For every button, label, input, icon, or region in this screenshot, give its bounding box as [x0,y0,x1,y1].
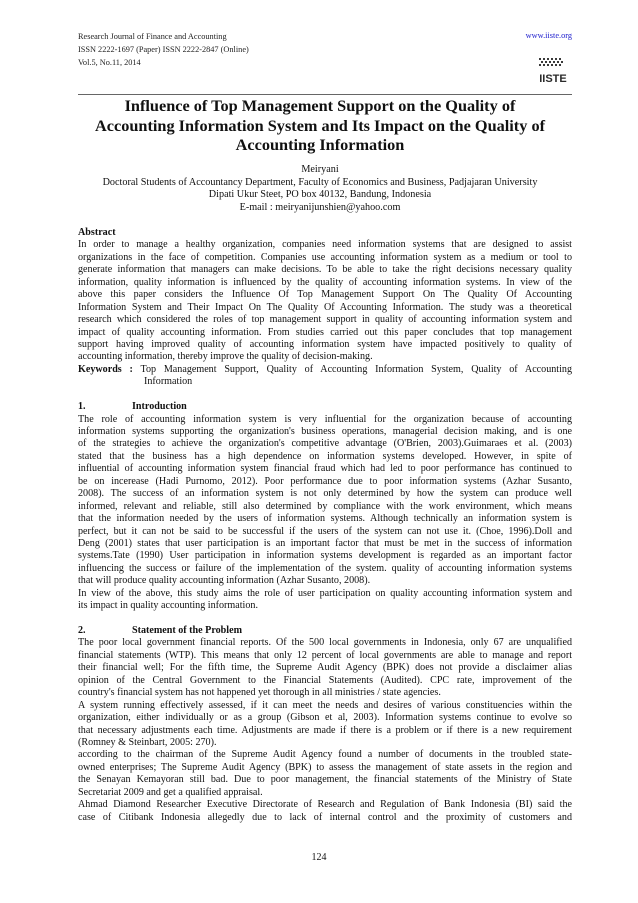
section-1-line: of the strategies to achieve the organization's competitive advantage (O'Brien, 2003).Guimaraes et al. (2003) [78,438,572,450]
logo-text: IISTE [539,73,567,85]
section-1-line: that the information needed by the users of information systems. Although technically an information system is [78,513,572,525]
section-1-heading [78,401,572,413]
section-1-line: influencing the success or failure of the implementation of the system. quality of accounting information systems [78,562,572,574]
page-number: 124 [311,852,327,863]
section-1-line: The role of accounting information system is very influential for the organization because of accounting [78,413,572,425]
section-2-line: A system running effectively assessed, if it can meet the needs and desires of various constituencies within the [78,699,572,711]
paper-title [70,96,570,155]
issn: ISSN 2222-1697 (Paper) ISSN 2222-2847 (Online) [78,45,249,54]
section-2-line: according to the chairman of the Supreme Audit Agency found a number of documents in the troubled state- [78,749,572,761]
section-1-line: its impact in quality accounting information. [78,600,258,612]
section-2-line: case of Citibank Indonesia allegedly due to lack of internal control and the proximity of customers and [78,811,572,823]
section-1-line: stated that the business has a high dependence on information systems developed. However, in spite of [78,450,572,462]
abstract-line: research which considered the roles of top management support in quality of accounting information system and [78,314,572,326]
section-2-line: their financial well; For the fifth time, the Supreme Audit Agency (BPK) does not provide a disclaimer alias [78,662,572,674]
section-2-line: that necessary adjustments each time. Adjustments are made if there is a problem or if there is a new requirement [78,724,572,736]
section-2-heading [78,625,572,637]
section-1-line: 2008). The success of an information system is not only determined by how the system can produce well [78,488,572,500]
journal-name: Research Journal of Finance and Accounting [78,32,227,41]
author-address: Dipati Ukur Steet, PO box 40132, Bandung, Indonesia [208,189,432,201]
author-affiliation: Doctoral Students of Accountancy Department, Faculty of Economics and Business, Padjajaran University [102,176,538,188]
section-1-line: systems.Tate (1990) User participation in information systems development is regarded as an important factor [78,550,572,562]
section-2-line: country's financial system has not happened yet thorough in all ministries / state agencies. [78,687,441,699]
title-line: Accounting Information [235,135,405,154]
abstract-heading: Abstract [78,227,116,238]
author-block [60,164,580,214]
keywords-text: Top Management Support, Quality of Accounting Information System, Quality of Accounting [132,363,572,375]
author-name: Meiryani [301,164,339,175]
section-number: 1. [78,401,86,413]
abstract-line: Information System and Their Impact On The Quality Of Accounting Information. The study was a theoretical [78,301,572,313]
section-2-line: opinion of the Central Government to the Financial Statements (Audited). CPC rate, improvement of the [78,674,572,686]
keywords-label: Keywords : [78,363,133,375]
abstract-line: impact of quality accounting information. From studies carried out this paper concludes that top management [78,326,572,338]
section-2-line: owned enterprises; The Supreme Audit Agency (BPK) to assess the management of state assets in the region and [78,761,572,773]
author-email: E-mail : meiryanijunshien@yahoo.com [239,201,401,213]
section-2-line: the Senayan Kemayoran still bad. Due to poor management, the financial statements of the Ministry of State [78,774,572,786]
section-1-line: that will produce quality accounting information (Azhar Susanto, 2008). [78,575,371,587]
volume-issue: Vol.5, No.11, 2014 [78,58,141,67]
keywords-line [78,364,572,376]
section-1-line: In view of the above, this study aims the role of user participation on quality accounting information system and [78,587,572,599]
abstract-line: accounting information, thereby improve the quality of decision-making. [78,351,373,363]
abstract-line: above this paper considers the Influence Of Top Management Support On The Quality Of Accounting [78,289,572,301]
abstract-line: information, quality information is influenced by the quality of accounting information systems. In view of the [78,276,572,288]
paper-body [78,227,572,824]
title-line: Accounting Information System and Its Impact on the Quality of [94,115,546,135]
section-number: 2. [78,625,86,636]
section-title: Introduction [132,401,187,413]
abstract-line: organizations in the face of competition. Companies use accounting information system as a medium or tool to [78,251,572,263]
abstract-line: support having improved quality of accounting information system have impacted positively to quality of [78,338,572,350]
section-2-line: The poor local government financial reports. Of the 500 local governments in Indonesia, only 67 are unqualified [78,637,572,649]
iiste-logo [536,56,570,86]
section-2-line: organization, either individually or as a group (Gibson et al, 2003). Information systems continue to evolve so [78,712,572,724]
abstract-line: In order to manage a healthy organization, companies need information systems that are designed to assist [78,239,572,251]
section-1-line: information systems supporting the organization's business operations, managerial decision making, and is one [78,426,572,437]
section-2-line: (Romney & Steinbart, 2005: 270). [78,736,217,748]
header-rule [78,94,572,95]
section-2-line: Secretariat 2009 and get a qualified appraisal. [78,786,263,798]
keywords-continuation: Information [144,376,193,388]
section-1-line: be on incerease (Hadi Purnomo, 2012). Poor performance due to poor information systems (Azhar Susanto, [78,475,572,487]
section-2-line: Ahmad Diamond Researcher Executive Directorate of Research and Regulation of Bank Indonesia (BI) said the [78,799,572,811]
section-2-line: financial statements (WTP). This means that only 12 percent of local governments are able to manage and report [78,649,572,661]
abstract-line: generate information that managers can make decisions. To be able to take the right decisions necessary quality [78,264,572,276]
section-title: Statement of the Problem [132,625,242,636]
journal-url-link[interactable]: www.iiste.org [525,31,572,40]
section-1-line: Deng (2001) states that user participation is an important factor that must be met in the success of information [78,537,572,549]
section-1-line: influential of accounting information system financial fraud which had led to poor performance has continued to [78,463,572,475]
section-1-line: informed, relevant and reliable, still also determined by compliance with the work environment, which means [78,500,572,512]
section-1-line: perfect, but it can not be said to be successful if the users of the system can not use it. (Choe, 1996).Doll and [78,525,572,537]
title-line: Influence of Top Management Support on the Quality of [124,96,516,115]
